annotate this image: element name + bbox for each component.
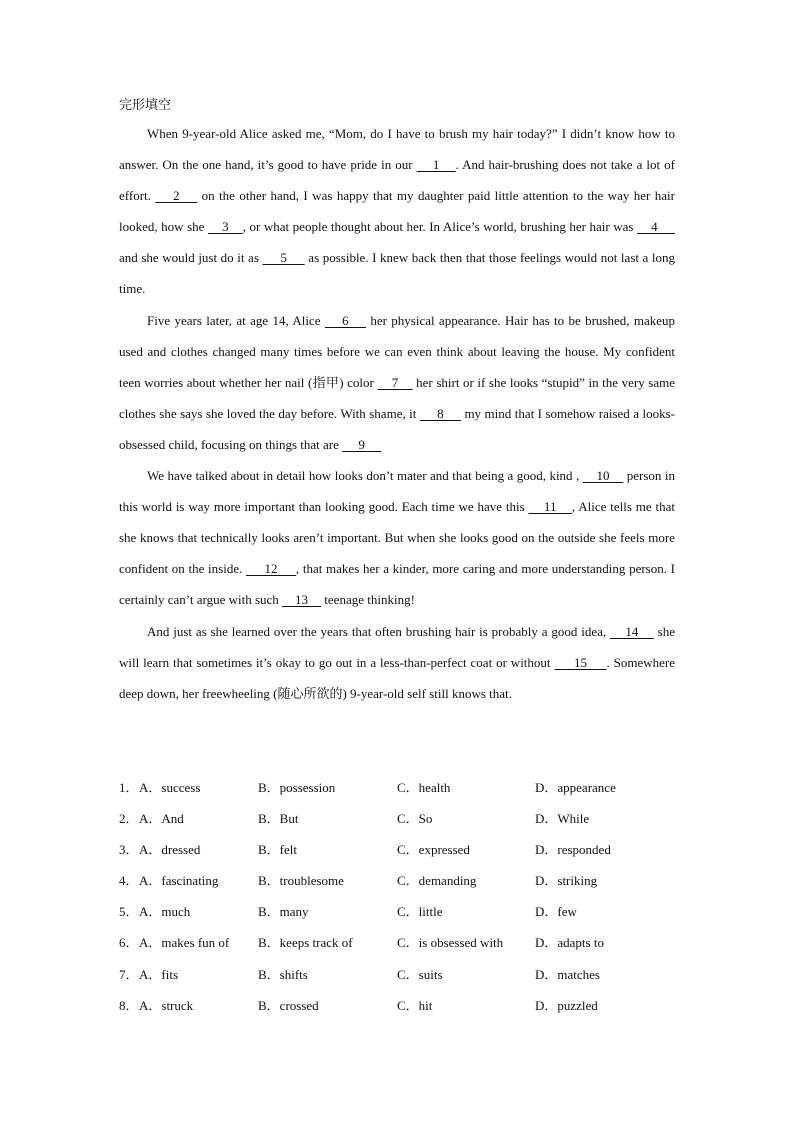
answer-blank: 11 — [528, 499, 572, 515]
question-row — [119, 900, 679, 931]
passage-text: her shirt or if she looks “stupid” in the very same clothes she says she loved the day before. With shame, it — [119, 374, 676, 421]
passage-text: , or what people thought about her. In Alice’s world, brushing her hair was — [242, 219, 637, 235]
option-d[interactable]: D．puzzled — [535, 997, 598, 1013]
passage-text: We have talked about in detail how looks don’t mater and that being a good, kind , — [147, 468, 583, 484]
answer-blank: 9 — [342, 436, 382, 452]
option-a[interactable]: A．struck — [139, 997, 194, 1013]
option-c[interactable]: C．demanding — [397, 873, 477, 889]
passage-text: and she would just do it as — [119, 250, 263, 266]
answer-blank: 6 — [324, 312, 366, 328]
option-c[interactable]: C．expressed — [397, 842, 470, 858]
question-number: 5． — [119, 904, 139, 920]
option-d[interactable]: D．striking — [535, 873, 598, 889]
answer-blank: 12 — [246, 561, 296, 577]
passage-body — [119, 118, 675, 709]
option-a[interactable]: A．fits — [139, 966, 179, 982]
answer-blank: 7 — [377, 374, 413, 390]
option-b[interactable]: B．troublesome — [258, 873, 344, 889]
cloze-passage — [119, 94, 675, 709]
option-c[interactable]: C．suits — [397, 966, 443, 982]
answer-blank: 14 — [609, 623, 654, 639]
option-b[interactable]: B．felt — [258, 842, 297, 858]
option-a[interactable]: A．fascinating — [139, 873, 219, 889]
passage-text: my mind that I somehow raised a looks-obsessed child, focusing on things that are — [119, 405, 675, 452]
passage-text: . And hair-brushing does not take a lot of effort. — [119, 157, 676, 204]
answer-blank: 2 — [155, 188, 198, 204]
option-b[interactable]: B．shifts — [258, 966, 308, 982]
question-row — [119, 807, 679, 838]
answer-blank: 10 — [582, 468, 624, 484]
question-number: 1． — [119, 780, 139, 795]
option-c[interactable]: C．health — [397, 780, 451, 795]
answer-blank: 3 — [207, 219, 243, 235]
option-d[interactable]: D．adapts to — [535, 935, 604, 951]
passage-text: , that makes her a kinder, more caring and more understanding person. I certainly can’t argue with such — [119, 561, 676, 608]
passage-paragraph — [119, 118, 675, 305]
option-c[interactable]: C．little — [397, 904, 443, 920]
passage-text: her physical appearance. Hair has to be brushed, makeup used and clothes changed many times before we can even think about leaving the house. My confident teen worries about whether her nail (指甲) color — [119, 312, 676, 390]
question-row — [119, 838, 679, 869]
passage-text: on the other hand, I was happy that my daughter paid little attention to the way her hair looked, how she — [119, 188, 675, 235]
question-row — [119, 994, 679, 1025]
option-a[interactable]: A．And — [139, 811, 184, 827]
answer-blank: 5 — [262, 250, 305, 266]
option-d[interactable]: D．responded — [535, 842, 611, 858]
answer-blank: 15 — [554, 654, 607, 670]
passage-text: person in this world is way more important than looking good. Each time we have this — [119, 468, 675, 515]
option-c[interactable]: C．hit — [397, 997, 433, 1013]
option-b[interactable]: B．keeps track of — [258, 935, 353, 951]
passage-text: she will learn that sometimes it’s okay to go out in a less-than-perfect coat or without — [119, 623, 675, 670]
passage-text: And just as she learned over the years that often brushing hair is probably a good idea, — [147, 623, 610, 639]
answer-blank: 8 — [419, 405, 461, 421]
passage-paragraph — [119, 616, 675, 709]
passage-text: as possible. I knew back then that those feelings would not last a long time. — [119, 250, 676, 297]
passage-paragraph — [119, 460, 675, 615]
section-heading: 完形填空 — [119, 98, 172, 113]
passage-text: When 9-year-old Alice asked me, “Mom, do I have to brush my hair today?” I didn’t know how to answer. On the one hand, it’s good to have pride in our — [119, 126, 675, 173]
option-d[interactable]: D．appearance — [535, 780, 616, 795]
option-b[interactable]: B．crossed — [258, 997, 319, 1013]
option-d[interactable]: D．While — [535, 811, 590, 827]
option-d[interactable]: D．matches — [535, 966, 600, 982]
question-number: 3． — [119, 842, 139, 858]
option-a[interactable]: A．much — [139, 904, 191, 920]
question-row — [119, 869, 679, 900]
question-row — [119, 963, 679, 994]
answer-options — [119, 776, 679, 1025]
option-a[interactable]: A．success — [139, 780, 201, 795]
option-a[interactable]: A．makes fun of — [139, 935, 230, 951]
passage-text: . Somewhere deep down, her freewheeling (随心所欲的) 9-year-old self still knows that. — [119, 654, 676, 701]
option-b[interactable]: B．possession — [258, 780, 336, 795]
option-c[interactable]: C．So — [397, 811, 433, 827]
option-b[interactable]: B．many — [258, 904, 309, 920]
question-number: 2． — [119, 811, 139, 827]
question-number: 6． — [119, 935, 139, 951]
answer-blank: 13 — [282, 592, 322, 608]
answer-blank: 1 — [416, 157, 456, 173]
question-number: 7． — [119, 966, 139, 982]
option-a[interactable]: A．dressed — [139, 842, 201, 858]
option-c[interactable]: C．is obsessed with — [397, 935, 504, 951]
answer-blank: 4 — [636, 219, 676, 235]
option-d[interactable]: D．few — [535, 904, 577, 920]
question-row — [119, 776, 679, 807]
passage-text: , Alice tells me that she knows that technically looks aren’t important. But when she looks good on the outside she feels more confident on the inside. — [119, 499, 675, 577]
question-row — [119, 931, 679, 962]
passage-text: Five years later, at age 14, Alice — [147, 312, 325, 328]
option-b[interactable]: B．But — [258, 811, 299, 827]
passage-paragraph — [119, 305, 675, 460]
question-number: 4． — [119, 873, 139, 889]
passage-text: teenage thinking! — [321, 592, 415, 608]
question-number: 8． — [119, 997, 139, 1013]
